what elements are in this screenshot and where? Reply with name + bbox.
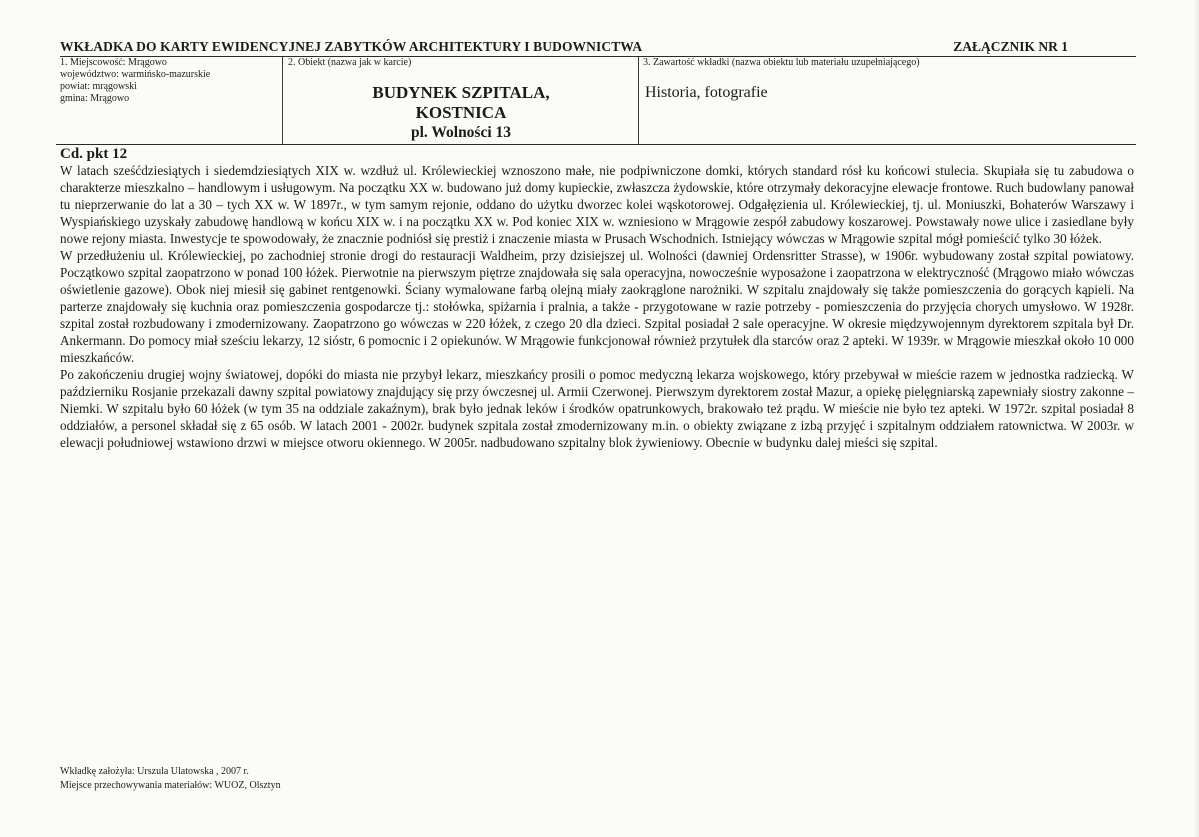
body-text — [60, 162, 1134, 451]
footer-storage: Miejsce przechowywania materiałów: WUOZ, Olsztyn — [60, 780, 281, 791]
location-cell — [56, 57, 282, 144]
section-heading: Cd. pkt 12 — [60, 146, 128, 162]
object-address: pl. Wolności 13 — [410, 124, 512, 141]
scan-edge-shadow — [1193, 0, 1199, 837]
object-cell — [282, 57, 639, 144]
paragraph: W latach sześćdziesiątych i siedemdziesiątych XIX w. wzdłuż ul. Królewieckiej wznoszono małe, nie podpiwniczone domki, których standard rósł ku końcowi stulecia. Skupiała się tu zabudowa o charakterze mieszkalno – handlowym i usługowym. Na początku XX w. budowano już domy kupieckie, zwłaszcza żydowskie, które otrzymały dekoracyjne elewacje frontowe. Ruch budowlany panował tu nieprzerwanie do lat a 30 – tych XX w. W 1897r., w tym samym rejonie, oddano do użytku dworzec kolei wąskotorowej. Odgałęzienia ul. Królewieckiej, tj. ul. Moniuszki, Bohaterów Warszawy i Wyspiańskiego uzyskały zabudowę handlową w końcu XIX w. i na początku XX w. Pod koniec XIX w. wzniesiono w Mrągowie zespół zabudowy koszarowej. Powstawały nowe ulice i zasiedlane były nowe rejony miasta. Inwestycje te spowodowały, że znacznie podniósł się prestiż i znaczenie miasta w Prusach Wschodnich. Istniejący wówczas w Mrągowie szpital mógł pomieścić tylko 30 łóżek. — [60, 163, 1134, 246]
object-name-line2: KOSTNICA — [415, 103, 507, 122]
contents-cell — [638, 57, 1137, 144]
location-commune: gmina: Mrągowo — [60, 93, 130, 104]
header-row — [60, 36, 1136, 57]
annex-label: ZAŁĄCZNIK NR 1 — [953, 39, 1068, 54]
footer — [60, 765, 281, 793]
metadata-table — [56, 57, 1136, 145]
document-title: WKŁADKA DO KARTY EWIDENCYJNEJ ZABYTKÓW ARCHITEKTURY I BUDOWNICTWA — [60, 39, 643, 54]
contents-value: Historia, fotografie — [645, 84, 768, 101]
location-place: 1. Miejscowość: Mrągowo — [60, 57, 167, 68]
footer-author: Wkładkę założyła: Urszula Ulatowska , 2007 r. — [60, 766, 249, 777]
location-voivodeship: województwo: warmińsko-mazurskie — [60, 69, 211, 80]
paragraph: W przedłużeniu ul. Królewieckiej, po zachodniej stronie drogi do restauracji Waldheim, przy dzisiejszej ul. Wolności (dawniej Ordensritter Strasse), w 1906r. wybudowany został szpital powiatowy. Początkowo szpital zaopatrzono w ponad 100 łóżek. Pierwotnie na pierwszym piętrze znajdowała się sala operacyjna, nowocześnie wyposażone i zaopatrzona w elektryczność (Mrągowo miało wówczas oświetlenie gazowe). Obok niej miesił się gabinet rentgenowki. Ściany wymalowane farbą olejną miały zaokrąglone narożniki. W szpitalu znajdowały się także pomieszczenia do gorących kąpieli. Na parterze znajdowały się kuchnia oraz pomieszczenia gospodarcze tj.: stołówka, spiżarnia i pralnia, a także - przygotowane w razie potrzeby - pomieszczenia do przyjęcia chorych umysłowo. W 1928r. szpital został rozbudowany i zmodernizowany. Zaopatrzono go wówczas w 220 łóżek, z czego 20 dla dzieci. Szpital posiadał 2 sale operacyjne. W okresie międzywojennym dyrektorem szpitala był Dr. Ankermann. Do pomocy miał sześciu lekarzy, 12 sióstr, 6 pomocnic i 2 opiekunów. W Mrągowie funkcjonował również przytułek dla starców oraz 2 apteki. W 1939r. w Mrągowie mieszkał około 10 000 mieszkańców. — [60, 248, 1134, 365]
location-county: powiat: mrągowski — [60, 81, 137, 92]
contents-caption: 3. Zawartość wkładki (nazwa obiektu lub materiału uzupełniającego) — [643, 57, 920, 68]
object-caption: 2. Obiekt (nazwa jak w karcie) — [288, 57, 412, 68]
paragraph: Po zakończeniu drugiej wojny światowej, dopóki do miasta nie przybył lekarz, mieszkańcy prosili o pomoc medyczną lekarza wojskowego, który przebywał w mieście razem w jednostka radziecką. W październiku Rosjanie przekazali dawny szpital powiatowy znajdujący się przy ówczesnej ul. Armii Czerwonej. Pierwszym dyrektorem został Mazur, a opiekę pielęgniarską zapewniały siostry zakonne – Niemki. W szpitalu było 60 łóżek (w tym 35 na oddziale zakaźnym), brak było jednak leków i środków opatrunkowych, brakowało też prądu. W mieście nie było tez apteki. W 1972r. szpital posiadał 8 oddziałów, a personel składał się z 65 osób. W latach 2001 - 2002r. budynek szpitala został zmodernizowany m.in. o obiekty związane z izbą przyjęć i szpitalnym oddziałem ratownictwa. W 2003r. w elewacji południowej wstawiono drzwi w miejsce otworu okiennego. W 2005r. nadbudowano szpitalny blok żywieniowy. Obecnie w budynku dalej mieści się szpital. — [60, 367, 1134, 450]
object-name-line1: BUDYNEK SZPITALA, — [372, 83, 550, 102]
object-name — [283, 83, 639, 143]
